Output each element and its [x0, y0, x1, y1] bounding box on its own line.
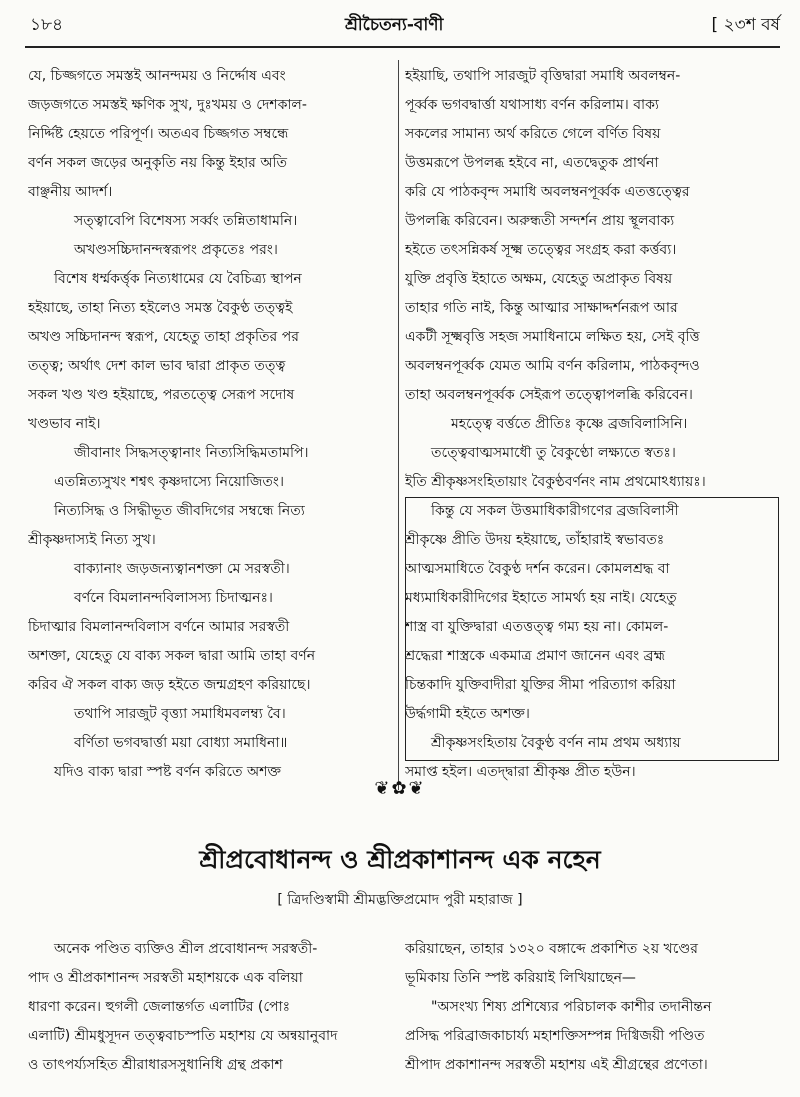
left-column: [28, 62, 390, 787]
header-rule: [25, 46, 780, 48]
commentary-box: [405, 497, 779, 761]
text-line: আত্মসমাধিতে বৈকুণ্ঠ দর্শন করেন। কোমলশ্রদ্ধ বা: [405, 561, 670, 577]
year-label: [ ২৩শ বর্ষ: [711, 15, 780, 35]
article-author: [ ত্রিদণ্ডিস্বামী শ্রীমদ্ভক্তিপ্রমোদ পুরী মহারাজ ]: [277, 892, 523, 908]
text-line: শ্রদ্ধেরা শাস্ত্রকে একমাত্র প্রমাণ জানেন এবং ব্রহ্ম: [405, 648, 665, 664]
text-line: যে, চিজ্জগতে সমস্তই আনন্দময় ও নির্দ্দোষ এবং: [28, 68, 286, 84]
bottom-right-column: [405, 935, 783, 1080]
article-title: শ্রীপ্রবোধানন্দ ও শ্রীপ্রকাশানন্দ এক নহেন: [199, 845, 601, 874]
text-line: "অসংখ্য শিষ্য প্রশিষ্যের পরিচালক কাশীর তদানীন্তন: [431, 999, 712, 1015]
text-line: উত্তমরূপে উপলব্ধ হইবে না, এতদ্বেতুক প্রার্থনা: [405, 155, 659, 171]
verse-line: সত্ত্বাবেপি বিশেষস্য সর্ব্বং তন্নিতাধামনি।: [74, 213, 298, 229]
verse-line: অখণ্ডসচ্চিদানন্দস্বরূপং প্রকৃতেঃ পরং।: [74, 242, 278, 258]
verse-line: বর্ণনে বিমলানন্দবিলাসস্য চিদাত্মনঃ।: [74, 590, 273, 606]
verse-line: মহত্ত্বে বর্ত্ততে প্রীতিঃ কৃষ্ণে ব্রজবিলাসিনি।: [451, 416, 688, 432]
text-line: জড়জগতে সমস্তই ক্ষণিক সুখ, দুঃখময় ও দেশকাল-: [28, 97, 307, 113]
text-line: হইয়াছি, তথাপি সারজুট বৃত্তিদ্বারা সমাধি অবলম্বন-: [405, 68, 681, 84]
text-line: তত্ত্ব; অর্থাৎ দেশ কাল ভাব দ্বারা প্রাকৃত তত্ত্ব: [28, 358, 286, 374]
text-line: করিয়াছেন, তাহার ১৩২০ বঙ্গাব্দে প্রকাশিত ২য় খণ্ডের: [405, 941, 698, 957]
text-line: বর্ণন সকল জড়ের অনুকৃতি নয় কিন্তু ইহার অতি: [28, 155, 287, 171]
bottom-left-column: [28, 935, 390, 1080]
text-line: চিন্তকাদি যুক্তিবাদীরা যুক্তির সীমা পরিত্যাগ করিয়া: [405, 677, 676, 693]
verse-line: তথাপি সারজুট বৃত্ত্যা সমাধিমবলম্ব্য বৈ।: [74, 706, 286, 722]
text-line: মধ্যমাধিকারীদিগের ইহাতে সামর্থ্য হয় নাই। যেহেতু: [405, 590, 677, 606]
text-line: একটী সূক্ষ্মবৃত্তি সহজ সমাধিনামে লক্ষিত হয়, সেই বৃত্তি: [405, 329, 700, 345]
text-line: শ্রীপাদ প্রকাশানন্দ সরস্বতী মহাশয় এই শ্রীগ্রন্থের প্রণেতা।: [405, 1057, 708, 1073]
text-line: অখণ্ড সচ্চিদানন্দ স্বরূপ, যেহেতু তাহা প্রকৃতির পর: [28, 329, 299, 345]
text-line: নিত্যসিদ্ধ ও সিদ্ধীভূত জীবদিগের সম্বন্ধে নিত্য: [54, 503, 305, 519]
text-line: সকলের সামান্য অর্থ করিতে গেলে বর্ণিত বিষয়: [405, 126, 661, 142]
text-line: উপলব্ধি করিবেন। অরুন্ধতী সন্দর্শন প্রায় স্থূলবাক্য: [405, 213, 675, 229]
text-line: পূর্ব্বক ভগবদ্বার্ত্তা যথাসাধ্য বর্ণন করিলাম। বাক্য: [405, 97, 659, 113]
text-line: হইয়াছে, তাহা নিত্য হইলেও সমস্ত বৈকুণ্ঠ তত্ত্বই: [28, 300, 293, 316]
text-line: শ্রীকৃষ্ণসংহিতায় বৈকুণ্ঠ বর্ণন নাম প্রথম অধ্যায়: [431, 735, 681, 751]
text-line: পাদ ও শ্রীপ্রকাশানন্দ সরস্বতী মহাশয়কে এক বলিয়া: [28, 970, 303, 986]
text-line: চিদাত্মার বিমলানন্দবিলাস বর্ণনে আমার সরস্বতী: [28, 619, 290, 635]
text-line: নির্দ্দিষ্ট হেয়তে পরিপূর্ণ। অতএব চিজ্জগত সম্বন্ধে: [28, 126, 289, 142]
verse-line: জীবানাং সিদ্ধসত্ত্বানাং নিত্যসিদ্ধিমতামপি।: [74, 445, 309, 461]
text-line: শ্রীকৃষ্ণে প্রীতি উদয় হইয়াছে, তাঁহারাই স্বভাবতঃ: [405, 532, 665, 548]
text-line: অশক্তা, যেহেতু যে বাক্য সকল দ্বারা আমি তাহা বর্ণন: [28, 648, 316, 664]
text-line: সমাপ্ত হইল। এতদ্দ্বারা শ্রীকৃষ্ণ প্রীত হউন।: [405, 764, 636, 780]
verse-line: তত্ত্বেবাত্মসমাধৌ তু বৈকুণ্ঠো লক্ষ্যতে স্বতঃ।: [431, 445, 676, 461]
column-divider: [398, 60, 399, 790]
journal-title: শ্রীচৈতন্য-বাণী: [345, 15, 444, 35]
text-line: করিব ঐ সকল বাক্য জড় হইতে জন্মগ্রহণ করিয়াছে।: [28, 677, 311, 693]
text-line: এলাটি) শ্রীমধুসূদন তত্ত্ববাচস্পতি মহাশয় যে অন্বয়ানুবাদ: [28, 1028, 338, 1044]
text-line: প্রসিদ্ধ পরিব্রাজকাচার্য্য মহাশক্তিসম্পন্ন দিগ্বিজয়ী পণ্ডিত: [405, 1028, 705, 1044]
text-line: ও তাৎপর্য্যসহিত শ্রীরাধারসসুধানিধি গ্রন্থ প্রকাশ: [28, 1057, 283, 1073]
text-line: ধারণা করেন। হুগলী জেলান্তর্গত এলাটির (পোঃ: [28, 999, 291, 1015]
verse-line: এতন্নিত্যসুখং শশ্বৎ কৃষ্ণদাস্যে নিয়োজিতং।: [54, 474, 284, 490]
page-number: ১৮৪: [30, 15, 64, 35]
verse-line: বর্ণিতা ভগবদ্বার্ত্তা ময়া বোধ্যা সমাধিনা॥: [74, 735, 288, 751]
text-line: যুক্তি প্রবৃত্তি ইহাতে অক্ষম, যেহেতু অপ্রাকৃত বিষয়: [405, 271, 673, 287]
text-line: উর্দ্ধগামী হইতে অশক্ত।: [405, 706, 530, 722]
text-line: তাহা অবলম্বনপূর্ব্বক সেইরূপ তত্ত্বোপলব্ধি করিবেন।: [405, 387, 693, 403]
chapter-colophon: ইতি শ্রীকৃষ্ণসংহিতায়াং বৈকুণ্ঠবর্ণনং নাম প্রথমোঽধ্যায়ঃ।: [405, 474, 706, 490]
ornament-divider: ❦✿❦: [374, 778, 426, 799]
text-line: অনেক পণ্ডিত ব্যক্তিও শ্রীল প্রবোধানন্দ সরস্বতী-: [54, 941, 318, 957]
text-line: সকল খণ্ড খণ্ড হইয়াছে, পরতত্ত্বে সেরূপ সদোষ: [28, 387, 295, 403]
text-line: ভূমিকায় তিনি স্পষ্ট করিয়াই লিখিয়াছেন—: [405, 970, 636, 986]
text-line: বাঞ্ছনীয় আদর্শ।: [28, 184, 113, 200]
text-line: হইতে তৎসন্নিকর্ষ সূক্ষ্ম তত্ত্বের সংগ্রহ করা কর্ত্তব্য।: [405, 242, 677, 258]
text-line: কিন্তু যে সকল উত্তমাধিকারীগণের ব্রজবিলাসী: [431, 503, 679, 519]
text-line: বিশেষ ধর্ম্মকর্ত্তৃক নিত্যধামের যে বৈচিত্র্য স্থাপন: [54, 271, 302, 287]
text-line: অবলম্বনপূর্ব্বক যেমত আমি বর্ণন করিলাম, পাঠকবৃন্দও: [405, 358, 700, 374]
text-line: শ্রীকৃষ্ণদাস্যই নিত্য সুখ।: [28, 532, 156, 548]
verse-line: বাক্যানাং জড়জন্যত্বানশক্তা মে সরস্বতী।: [74, 561, 290, 577]
text-line: শাস্ত্র বা যুক্তিদ্বারা এতত্তত্ত্ব গম্য হয় না। কোমল-: [405, 619, 669, 635]
text-line: তাহার গতি নাই, কিন্তু আত্মার সাক্ষাদ্দর্শনরূপ আর: [405, 300, 678, 316]
text-line: যদিও বাক্য দ্বারা স্পষ্ট বর্ণন করিতে অশক্ত: [54, 764, 281, 780]
text-line: করি যে পাঠকবৃন্দ সমাধি অবলম্বনপূর্ব্বক এতত্তত্ত্বের: [405, 184, 690, 200]
text-line: খণ্ডভাব নাই।: [28, 416, 101, 432]
